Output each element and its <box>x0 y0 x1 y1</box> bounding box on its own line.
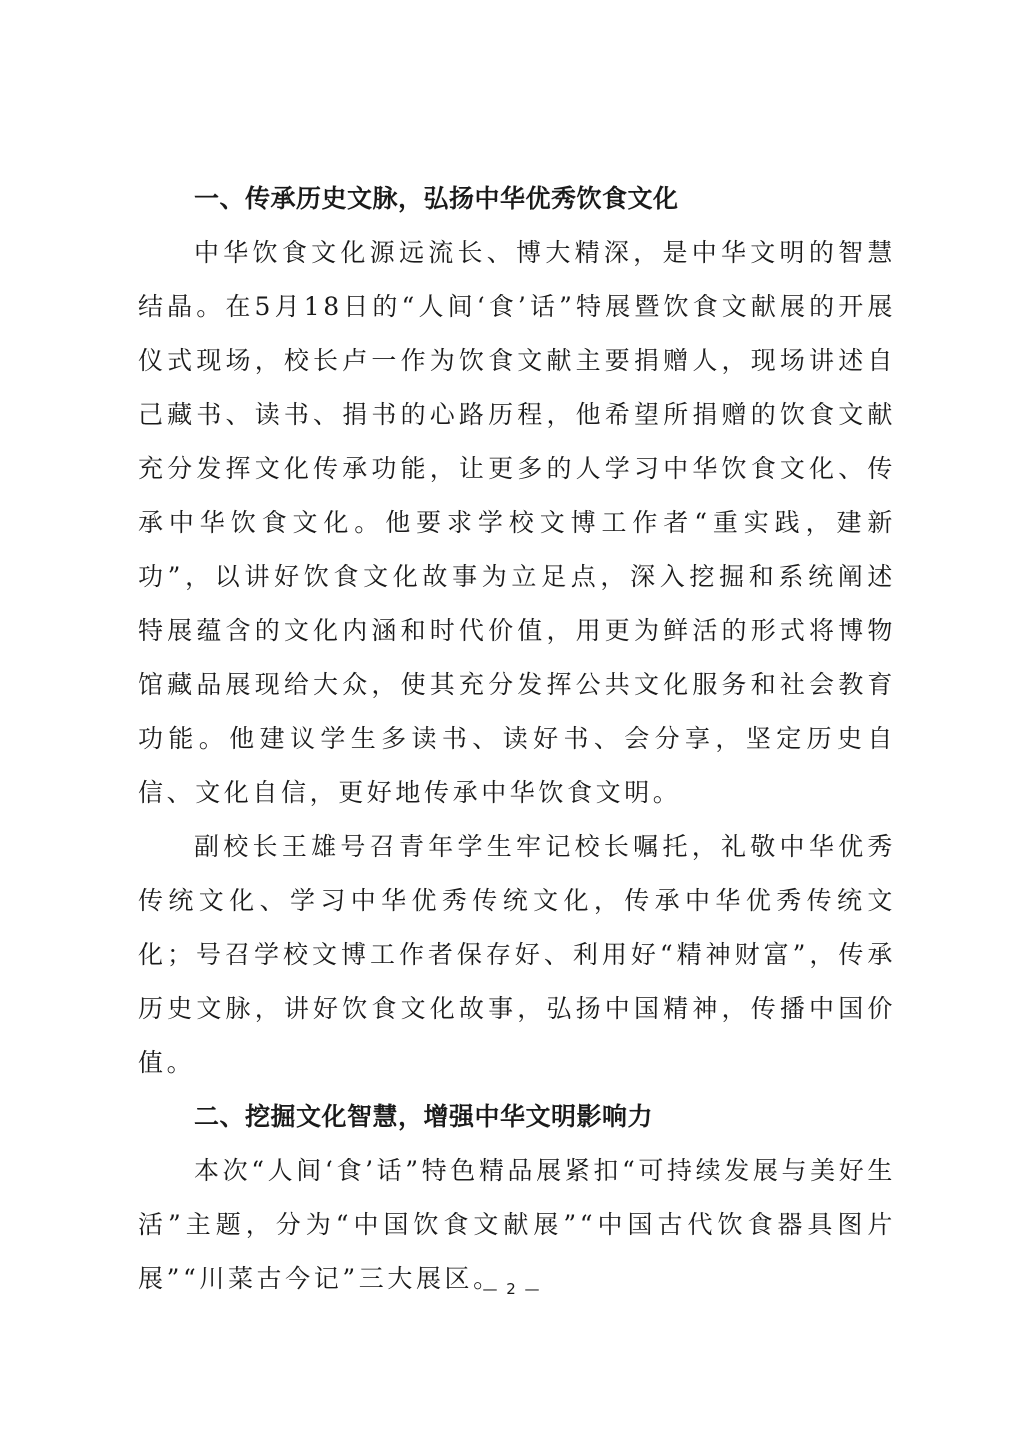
section-1-paragraph-2: 副校长王雄号召青年学生牢记校长嘱托，礼敬中华优秀传统文化、学习中华优秀传统文化，传承中华优秀传统文化；号召学校文博工作者保存好、利用好“精神财富”，传承历史文脉，讲好饮食文化故事，弘扬中国精神，传播中国价值。 <box>138 832 896 1077</box>
document-body <box>138 172 896 1306</box>
section-1-paragraph-1: 中华饮食文化源远流长、博大精深，是中华文明的智慧结晶。在5月18日的“人间‘食’话”特展暨饮食文献展的开展仪式现场，校长卢一作为饮食文献主要捐赠人，现场讲述自己藏书、读书、捐书的心路历程，他希望所捐赠的饮食文献充分发挥文化传承功能，让更多的人学习中华饮食文化、传承中华饮食文化。他要求学校文博工作者“重实践，建新功”，以讲好饮食文化故事为立足点，深入挖掘和系统阐述特展蕴含的文化内涵和时代价值，用更为鲜活的形式将博物馆藏品展现给大众，使其充分发挥公共文化服务和社会教育功能。他建议学生多读书、读好书、会分享，坚定历史自信、文化自信，更好地传承中华饮食文明。 <box>138 238 896 807</box>
section-2-paragraph-1: 本次“人间‘食’话”特色精品展紧扣“可持续发展与美好生活”主题，分为“中国饮食文献展”“中国古代饮食器具图片展”“川菜古今记”三大展区。 <box>138 1156 896 1293</box>
section-heading-1: 一、传承历史文脉，弘扬中华优秀饮食文化 <box>194 184 679 213</box>
page-number: — 2 — <box>482 1280 542 1298</box>
section-heading-2: 二、挖掘文化智慧，增强中华文明影响力 <box>194 1102 654 1131</box>
